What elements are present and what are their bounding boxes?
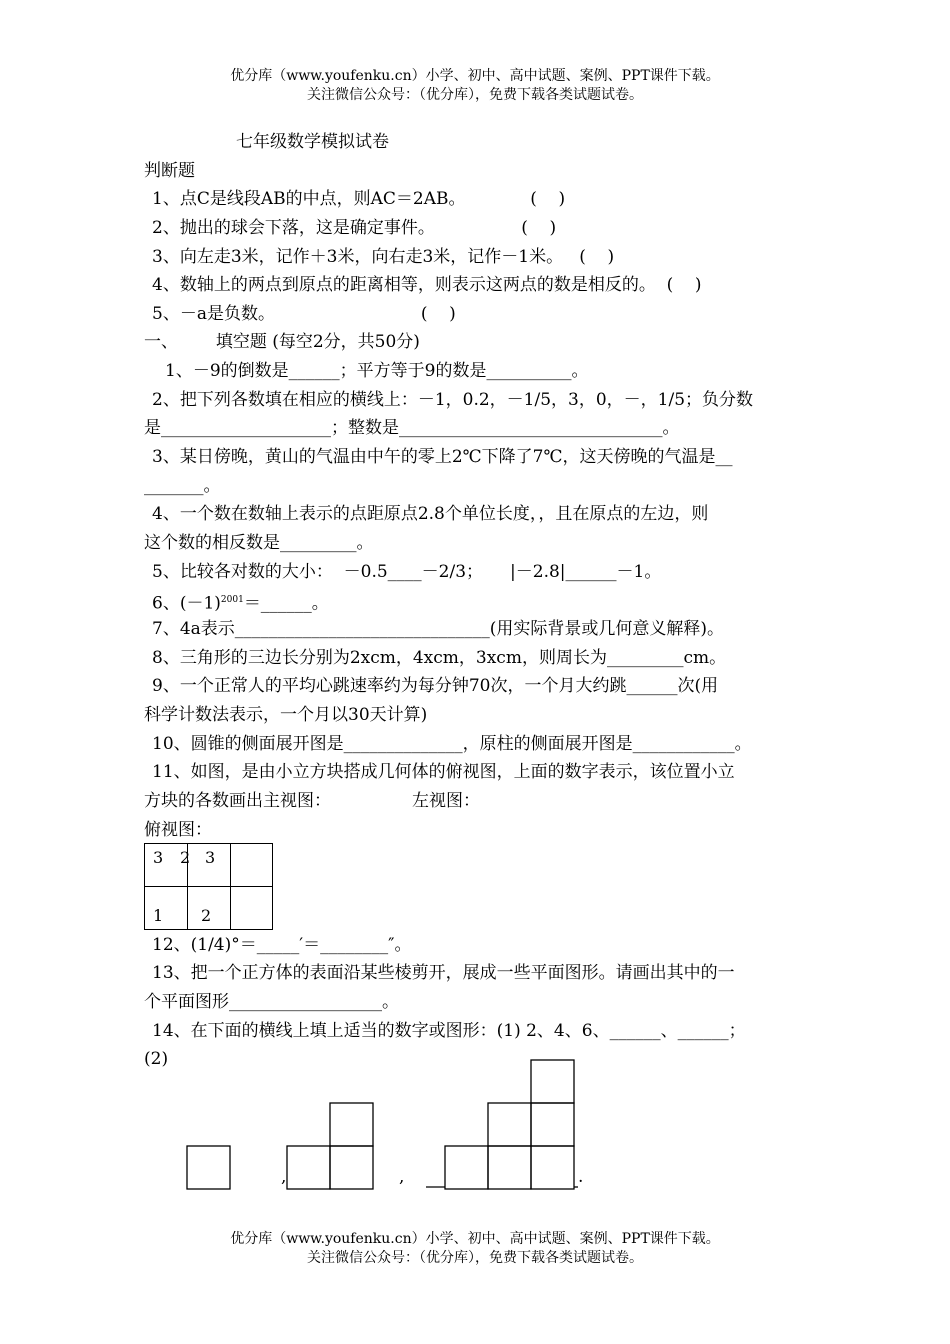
sequence-1-square xyxy=(187,1146,230,1189)
sequence-2-square xyxy=(330,1146,373,1189)
footer-line-1: 优分库（www.youfenku.cn）小学、初中、高中试题、案例、PPT课件下载。 xyxy=(230,1231,720,1247)
footer-line-2: 关注微信公众号：（优分库），免费下载各类试题试卷。 xyxy=(307,1250,643,1266)
fill-q9-line2: 科学计数法表示，一个月以30天计算) xyxy=(144,705,428,725)
fill-q7: 7、4a表示______________________________(用实际背景或几何意义解释)。 xyxy=(152,619,725,639)
fill-q14-line2: (2) xyxy=(144,1049,169,1069)
fill-q3-line2: _______。 xyxy=(144,476,221,496)
fill-q6 xyxy=(152,589,329,615)
sequence-3-square xyxy=(531,1060,574,1103)
judge-heading: 判断题 xyxy=(144,161,195,181)
fill-q11-line1: 11、如图，是由小立方块搭成几何体的俯视图，上面的数字表示，该位置小立 xyxy=(152,762,735,782)
page-title: 七年级数学模拟试卷 xyxy=(236,132,389,152)
judge-item-3: 3、向左走3米，记作＋3米，向右走3米，记作－1米。 ( ) xyxy=(152,247,615,267)
grid-number: 2 xyxy=(201,906,212,925)
header-line-1: 优分库（www.youfenku.cn）小学、初中、高中试题、案例、PPT课件下载。 xyxy=(230,68,720,84)
fill-q14-line1: 14、在下面的横线上填上适当的数字或图形：(1) 2、4、6、______、______； xyxy=(152,1021,746,1041)
fill-q13-line2: 个平面图形__________________。 xyxy=(144,992,399,1012)
sequence-3-square xyxy=(445,1146,488,1189)
fill-q13-line1: 13、把一个正方体的表面沿某些棱剪开，展成一些平面图形。请画出其中的一 xyxy=(152,963,735,983)
sequence-3-square xyxy=(488,1146,531,1189)
top-view-grid xyxy=(144,843,273,930)
sequence-3-square xyxy=(531,1146,574,1189)
sequence-2-square xyxy=(330,1103,373,1146)
grid-number: 2 xyxy=(180,848,191,867)
header-line-2: 关注微信公众号：（优分库），免费下载各类试题试卷。 xyxy=(307,87,643,103)
fill-q4-line2: 这个数的相反数是_________。 xyxy=(144,533,374,553)
judge-item-4: 4、数轴上的两点到原点的距离相等，则表示这两点的数是相反的。 ( ) xyxy=(152,275,702,295)
sequence-period: . xyxy=(578,1167,584,1187)
grid-cell xyxy=(230,843,273,887)
grid-number: 3 xyxy=(153,848,164,867)
fill-q6-suffix: ＝______。 xyxy=(243,593,329,614)
grid-cell xyxy=(230,886,273,930)
grid-cell xyxy=(144,886,188,930)
fill-q5: 5、比较各对数的大小： －0.5____－2/3； |－2.8|______－1。 xyxy=(152,562,662,582)
fill-q2-line2: 是____________________；整数是_______________________________。 xyxy=(144,418,680,438)
sequence-3-square xyxy=(531,1103,574,1146)
grid-number: 3 xyxy=(205,848,216,867)
fill-q6-prefix: 6、(－1) xyxy=(152,593,221,614)
judge-item-2: 2、抛出的球会下落，这是确定事件。 ( ) xyxy=(152,218,557,238)
grid-number: 1 xyxy=(153,906,164,925)
fill-q12: 12、(1/4)°＝_____′＝________″。 xyxy=(152,935,412,955)
judge-item-1: 1、点C是线段AB的中点，则AC＝2AB。 ( ) xyxy=(152,189,566,209)
fill-q9-line1: 9、一个正常人的平均心跳速率约为每分钟70次，一个月大约跳______次(用 xyxy=(152,676,719,696)
sequence-comma: , xyxy=(399,1167,405,1187)
fill-q8: 8、三角形的三边长分别为2xcm，4xcm，3xcm，则周长为_________cm。 xyxy=(152,648,727,668)
fill-q10: 10、圆锥的侧面展开图是______________，原柱的侧面展开图是____________。 xyxy=(152,734,752,754)
sequence-comma: , xyxy=(281,1167,287,1187)
judge-item-5: 5、－a是负数。 ( ) xyxy=(152,304,456,324)
fill-q6-exponent: 2001 xyxy=(220,595,244,605)
fill-q11-line2: 方块的各数画出主视图： 左视图： xyxy=(144,791,481,811)
fill-heading: 一、 填空题 (每空2分，共50分) xyxy=(144,332,420,352)
fill-q3-line1: 3、某日傍晚，黄山的气温由中午的零上2℃下降了7℃，这天傍晚的气温是__ xyxy=(152,447,733,467)
sequence-2-square xyxy=(287,1146,330,1189)
fill-q4-line1: 4、一个数在数轴上表示的点距原点2.8个单位长度，，且在原点的左边，则 xyxy=(152,504,709,524)
fill-q1: 1、－9的倒数是______；平方等于9的数是__________。 xyxy=(165,361,589,381)
sequence-3-square xyxy=(488,1103,531,1146)
top-view-label: 俯视图： xyxy=(144,820,212,840)
fill-q2-line1: 2、把下列各数填在相应的横线上：－1，0.2，－1/5，3，0，－，1/5；负分数 xyxy=(152,390,754,410)
